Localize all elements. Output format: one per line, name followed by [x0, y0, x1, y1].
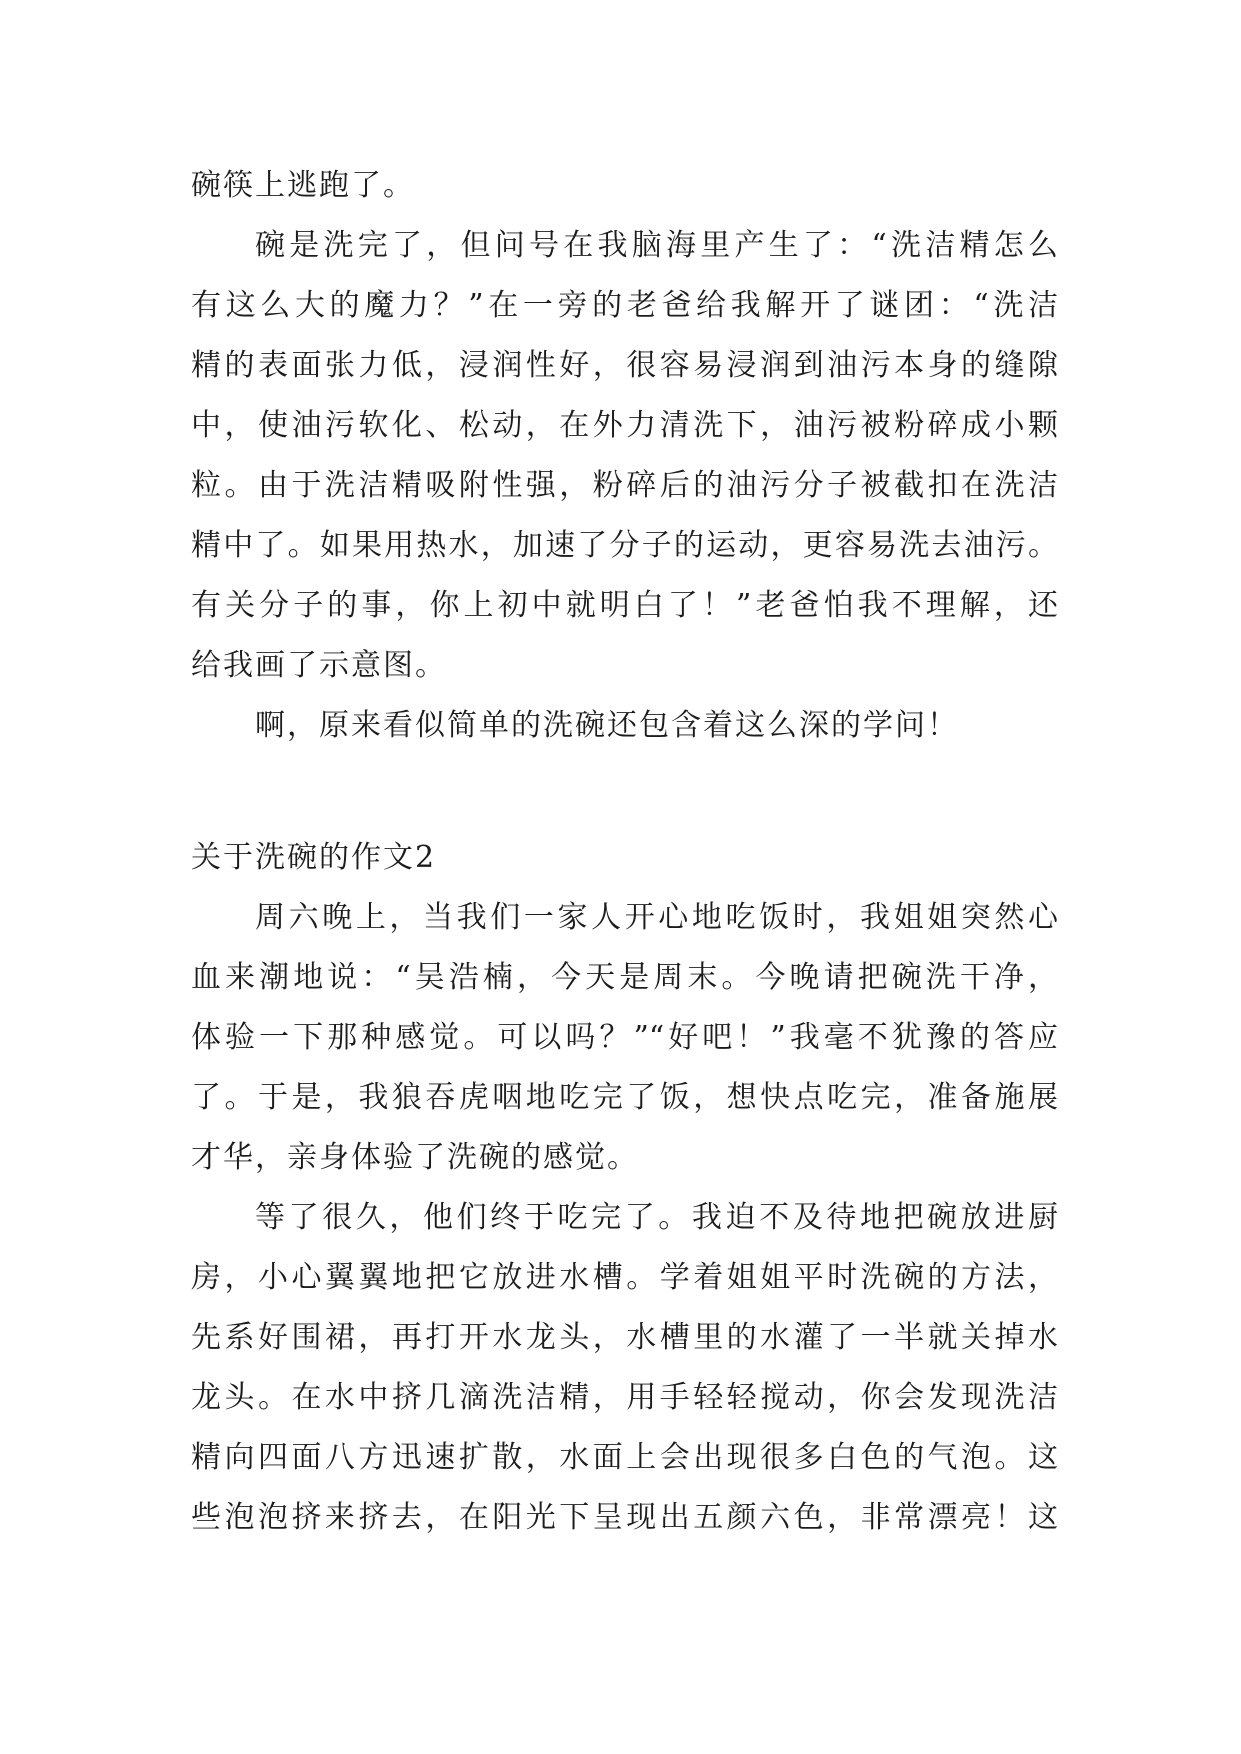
text-line: 有这么大的魔力？”在一旁的老爸给我解开了谜团：“洗洁: [191, 288, 1058, 323]
paragraph: [191, 888, 1058, 1188]
text-line: 龙头。在水中挤几滴洗洁精，用手轻轻搅动，你会发现洗洁: [191, 1380, 1058, 1415]
text-line: 周六晚上，当我们一家人开心地吃饭时，我姐姐突然心: [255, 900, 1058, 935]
paragraph: [191, 156, 1058, 216]
text-line: 先系好围裙，再打开水龙头，水槽里的水灌了一半就关掉水: [191, 1320, 1058, 1355]
text-line: 啊，原来看似简单的洗碗还包含着这么深的学问！: [255, 708, 959, 743]
text-line: 精中了。如果用热水，加速了分子的运动，更容易洗去油污。: [191, 528, 1058, 563]
paragraph: [191, 216, 1058, 696]
text-line: 些泡泡挤来挤去，在阳光下呈现出五颜六色，非常漂亮！这: [191, 1500, 1058, 1535]
text-line: 血来潮地说：“吴浩楠，今天是周末。今晚请把碗洗干净，: [191, 960, 1058, 995]
text-line: 有关分子的事，你上初中就明白了！”老爸怕我不理解，还: [191, 588, 1058, 623]
text-line: 房，小心翼翼地把它放进水槽。学着姐姐平时洗碗的方法，: [191, 1260, 1058, 1295]
text-line: 了。于是，我狼吞虎咽地吃完了饭，想快点吃完，准备施展: [191, 1080, 1058, 1115]
essay-continuation: [191, 156, 1058, 756]
text-line: 等了很久，他们终于吃完了。我迫不及待地把碗放进厨: [255, 1200, 1058, 1235]
text-line: 精的表面张力低，浸润性好，很容易浸润到油污本身的缝隙: [191, 348, 1058, 383]
essay-title: 关于洗碗的作文2: [191, 840, 437, 875]
text-line: 体验一下那种感觉。可以吗？”“好吧！”我毫不犹豫的答应: [191, 1020, 1058, 1055]
text-line: 粒。由于洗洁精吸附性强，粉碎后的油污分子被截扣在洗洁: [191, 468, 1058, 503]
text-line: 碗是洗完了，但问号在我脑海里产生了：“洗洁精怎么: [255, 228, 1058, 263]
text-line: 给我画了示意图。: [191, 648, 447, 683]
paragraph: [191, 1188, 1058, 1548]
text-line: 精向四面八方迅速扩散，水面上会出现很多白色的气泡。这: [191, 1440, 1058, 1475]
text-line: 才华，亲身体验了洗碗的感觉。: [191, 1140, 639, 1175]
essay-2: [191, 828, 1058, 1548]
text-line: 碗筷上逃跑了。: [191, 168, 415, 203]
text-line: 中，使油污软化、松动，在外力清洗下，油污被粉碎成小颗: [191, 408, 1058, 443]
paragraph: [191, 696, 1058, 756]
